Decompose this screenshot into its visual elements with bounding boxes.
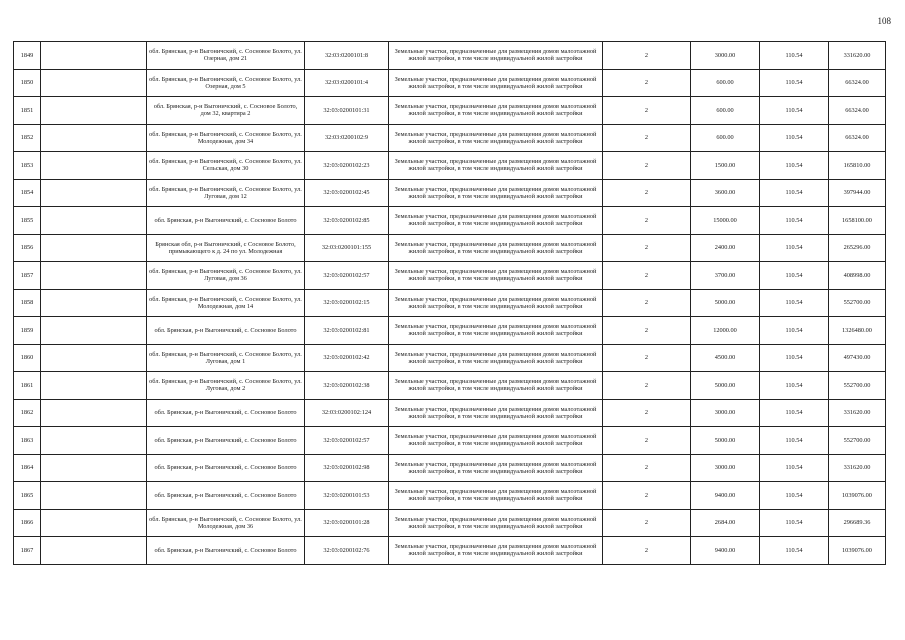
table-row [14, 482, 886, 510]
empty-cell [41, 399, 147, 427]
land-use-cell: Земельные участки, предназначенные для размещения домов малоэтажной жилой застройки, в том числе индивидуальной жилой застройки [389, 42, 603, 70]
empty-cell [41, 234, 147, 262]
table-row [14, 234, 886, 262]
cadastral-number-cell: 32:03:0200102:98 [305, 454, 389, 482]
row-number-cell: 1860 [14, 344, 41, 372]
area-cell: 9400.00 [691, 482, 760, 510]
empty-cell [41, 509, 147, 537]
table-row [14, 537, 886, 565]
cadastral-value-cell: 331620.00 [829, 399, 886, 427]
cadastral-number-cell: 32:03:0200102:15 [305, 289, 389, 317]
address-cell: обл. Брянская, р-н Выгоничский, с. Сосновое Болото [147, 399, 305, 427]
group-cell: 2 [603, 207, 691, 235]
row-number-cell: 1850 [14, 69, 41, 97]
group-cell: 2 [603, 344, 691, 372]
address-cell: обл. Брянская, р-н Выгоничский, с. Сосновое Болото, ул. Озерная, дом 21 [147, 42, 305, 70]
rate-cell: 110.54 [760, 262, 829, 290]
area-cell: 4500.00 [691, 344, 760, 372]
address-cell: обл. Брянская, р-н Выгоничский, с. Сосновое Болото, ул. Молодежная, дом 14 [147, 289, 305, 317]
cadastral-value-cell: 408998.00 [829, 262, 886, 290]
group-cell: 2 [603, 289, 691, 317]
cadastral-value-cell: 265296.00 [829, 234, 886, 262]
cadastral-value-cell: 1039076.00 [829, 482, 886, 510]
empty-cell [41, 69, 147, 97]
empty-cell [41, 42, 147, 70]
empty-cell [41, 537, 147, 565]
group-cell: 2 [603, 124, 691, 152]
row-number-cell: 1859 [14, 317, 41, 345]
area-cell: 600.00 [691, 124, 760, 152]
cadastral-number-cell: 32:03:0200102:45 [305, 179, 389, 207]
group-cell: 2 [603, 509, 691, 537]
land-use-cell: Земельные участки, предназначенные для размещения домов малоэтажной жилой застройки, в том числе индивидуальной жилой застройки [389, 234, 603, 262]
empty-cell [41, 317, 147, 345]
cadastral-number-cell: 32:03:0200102:85 [305, 207, 389, 235]
row-number-cell: 1852 [14, 124, 41, 152]
address-cell: обл. Брянская, р-н Выгоничский, с. Сосновое Болото [147, 482, 305, 510]
rate-cell: 110.54 [760, 509, 829, 537]
address-cell: Брянская обл, р-н Выгоничский, с Сосновое Болото, примыкающего к д. 24 по ул. Молодежная [147, 234, 305, 262]
cadastral-value-cell: 331620.00 [829, 454, 886, 482]
cadastral-number-cell: 32:03:0200101:8 [305, 42, 389, 70]
empty-cell [41, 207, 147, 235]
table-row [14, 427, 886, 455]
row-number-cell: 1849 [14, 42, 41, 70]
area-cell: 600.00 [691, 97, 760, 125]
table-row [14, 399, 886, 427]
address-cell: обл. Брянская, р-н Выгоничский, с. Сосновое Болото, ул. Молодежная, дом 34 [147, 124, 305, 152]
area-cell: 2400.00 [691, 234, 760, 262]
group-cell: 2 [603, 317, 691, 345]
cadastral-value-cell: 497430.00 [829, 344, 886, 372]
cadastral-value-cell: 296689.36 [829, 509, 886, 537]
cadastral-number-cell: 32:03:0200102:23 [305, 152, 389, 180]
rate-cell: 110.54 [760, 289, 829, 317]
empty-cell [41, 262, 147, 290]
cadastral-value-cell: 397944.00 [829, 179, 886, 207]
group-cell: 2 [603, 372, 691, 400]
cadastral-number-cell: 32:03:0200102:42 [305, 344, 389, 372]
group-cell: 2 [603, 69, 691, 97]
cadastral-number-cell: 32:03:0200102:81 [305, 317, 389, 345]
group-cell: 2 [603, 152, 691, 180]
row-number-cell: 1862 [14, 399, 41, 427]
table-body [14, 42, 886, 565]
empty-cell [41, 427, 147, 455]
empty-cell [41, 289, 147, 317]
table-row [14, 289, 886, 317]
area-cell: 15000.00 [691, 207, 760, 235]
land-use-cell: Земельные участки, предназначенные для размещения домов малоэтажной жилой застройки, в том числе индивидуальной жилой застройки [389, 207, 603, 235]
table-row [14, 124, 886, 152]
rate-cell: 110.54 [760, 537, 829, 565]
rate-cell: 110.54 [760, 372, 829, 400]
rate-cell: 110.54 [760, 482, 829, 510]
cadastral-value-cell: 66324.00 [829, 69, 886, 97]
cadastral-number-cell: 32:03:0200102:38 [305, 372, 389, 400]
empty-cell [41, 454, 147, 482]
group-cell: 2 [603, 262, 691, 290]
land-use-cell: Земельные участки, предназначенные для размещения домов малоэтажной жилой застройки, в том числе индивидуальной жилой застройки [389, 427, 603, 455]
address-cell: обл. Брянская, р-н Выгоничский, с. Сосновое Болото, ул. Луговая, дом 1 [147, 344, 305, 372]
cadastral-number-cell: 32:03:0200101:28 [305, 509, 389, 537]
group-cell: 2 [603, 179, 691, 207]
cadastral-value-cell: 1326480.00 [829, 317, 886, 345]
rate-cell: 110.54 [760, 124, 829, 152]
row-number-cell: 1867 [14, 537, 41, 565]
cadastral-number-cell: 32:03:0200102:9 [305, 124, 389, 152]
empty-cell [41, 124, 147, 152]
rate-cell: 110.54 [760, 317, 829, 345]
cadastral-value-cell: 66324.00 [829, 124, 886, 152]
rate-cell: 110.54 [760, 97, 829, 125]
row-number-cell: 1863 [14, 427, 41, 455]
row-number-cell: 1854 [14, 179, 41, 207]
land-use-cell: Земельные участки, предназначенные для размещения домов малоэтажной жилой застройки, в том числе индивидуальной жилой застройки [389, 289, 603, 317]
land-use-cell: Земельные участки, предназначенные для размещения домов малоэтажной жилой застройки, в том числе индивидуальной жилой застройки [389, 317, 603, 345]
group-cell: 2 [603, 42, 691, 70]
cadastral-number-cell: 32:03:0200101:4 [305, 69, 389, 97]
table-row [14, 262, 886, 290]
row-number-cell: 1864 [14, 454, 41, 482]
table-row [14, 454, 886, 482]
page-number: 108 [877, 16, 891, 26]
land-use-cell: Земельные участки, предназначенные для размещения домов малоэтажной жилой застройки, в том числе индивидуальной жилой застройки [389, 124, 603, 152]
land-use-cell: Земельные участки, предназначенные для размещения домов малоэтажной жилой застройки, в том числе индивидуальной жилой застройки [389, 399, 603, 427]
address-cell: обл. Брянская, р-н Выгоничский, с. Сосновое Болото, ул. Сельская, дом 30 [147, 152, 305, 180]
rate-cell: 110.54 [760, 207, 829, 235]
area-cell: 3700.00 [691, 262, 760, 290]
land-use-cell: Земельные участки, предназначенные для размещения домов малоэтажной жилой застройки, в том числе индивидуальной жилой застройки [389, 454, 603, 482]
row-number-cell: 1855 [14, 207, 41, 235]
area-cell: 3000.00 [691, 42, 760, 70]
address-cell: обл. Брянская, р-н Выгоничский, с. Сосновое Болото, ул. Луговая, дом 12 [147, 179, 305, 207]
address-cell: обл. Брянская, р-н Выгоничский, с. Сосновое Болото, ул. Озерная, дом 5 [147, 69, 305, 97]
cadastral-value-cell: 552700.00 [829, 427, 886, 455]
table-row [14, 152, 886, 180]
group-cell: 2 [603, 399, 691, 427]
rate-cell: 110.54 [760, 399, 829, 427]
land-use-cell: Земельные участки, предназначенные для размещения домов малоэтажной жилой застройки, в том числе индивидуальной жилой застройки [389, 69, 603, 97]
row-number-cell: 1865 [14, 482, 41, 510]
land-use-cell: Земельные участки, предназначенные для размещения домов малоэтажной жилой застройки, в том числе индивидуальной жилой застройки [389, 537, 603, 565]
table-row [14, 42, 886, 70]
land-use-cell: Земельные участки, предназначенные для размещения домов малоэтажной жилой застройки, в том числе индивидуальной жилой застройки [389, 482, 603, 510]
rate-cell: 110.54 [760, 344, 829, 372]
cadastral-number-cell: 32:03:0200102:57 [305, 262, 389, 290]
table-row [14, 69, 886, 97]
cadastral-number-cell: 32:03:0200102:76 [305, 537, 389, 565]
land-use-cell: Земельные участки, предназначенные для размещения домов малоэтажной жилой застройки, в том числе индивидуальной жилой застройки [389, 152, 603, 180]
row-number-cell: 1853 [14, 152, 41, 180]
empty-cell [41, 179, 147, 207]
area-cell: 1500.00 [691, 152, 760, 180]
address-cell: обл. Брянская, р-н Выгоничский, с. Сосновое Болото [147, 454, 305, 482]
cadastral-number-cell: 32:03:0200102:124 [305, 399, 389, 427]
group-cell: 2 [603, 454, 691, 482]
table-row [14, 179, 886, 207]
area-cell: 600.00 [691, 69, 760, 97]
row-number-cell: 1861 [14, 372, 41, 400]
area-cell: 5000.00 [691, 427, 760, 455]
land-use-cell: Земельные участки, предназначенные для размещения домов малоэтажной жилой застройки, в том числе индивидуальной жилой застройки [389, 509, 603, 537]
table-row [14, 97, 886, 125]
row-number-cell: 1851 [14, 97, 41, 125]
address-cell: обл. Брянская, р-н Выгоничский, с. Сосновое Болото [147, 427, 305, 455]
cadastral-value-cell: 66324.00 [829, 97, 886, 125]
land-use-cell: Земельные участки, предназначенные для размещения домов малоэтажной жилой застройки, в том числе индивидуальной жилой застройки [389, 179, 603, 207]
group-cell: 2 [603, 97, 691, 125]
rate-cell: 110.54 [760, 234, 829, 262]
rate-cell: 110.54 [760, 69, 829, 97]
registry-table [13, 41, 886, 565]
group-cell: 2 [603, 537, 691, 565]
row-number-cell: 1866 [14, 509, 41, 537]
table-row [14, 207, 886, 235]
area-cell: 9400.00 [691, 537, 760, 565]
group-cell: 2 [603, 482, 691, 510]
rate-cell: 110.54 [760, 42, 829, 70]
table-row [14, 509, 886, 537]
cadastral-number-cell: 32:03:0200101:31 [305, 97, 389, 125]
address-cell: обл. Брянская, р-н Выгоничский, с. Сосновое Болото [147, 317, 305, 345]
rate-cell: 110.54 [760, 179, 829, 207]
area-cell: 3000.00 [691, 454, 760, 482]
area-cell: 5000.00 [691, 372, 760, 400]
land-use-cell: Земельные участки, предназначенные для размещения домов малоэтажной жилой застройки, в том числе индивидуальной жилой застройки [389, 97, 603, 125]
address-cell: обл. Брянская, р-н Выгоничский, с. Сосновое Болото, дом 32, квартира 2 [147, 97, 305, 125]
cadastral-number-cell: 32:03:0200101:155 [305, 234, 389, 262]
row-number-cell: 1858 [14, 289, 41, 317]
area-cell: 2684.00 [691, 509, 760, 537]
table-row [14, 372, 886, 400]
cadastral-value-cell: 165810.00 [829, 152, 886, 180]
address-cell: обл. Брянская, р-н Выгоничский, с. Сосновое Болото, ул. Молодежная, дом 36 [147, 509, 305, 537]
land-use-cell: Земельные участки, предназначенные для размещения домов малоэтажной жилой застройки, в том числе индивидуальной жилой застройки [389, 344, 603, 372]
cadastral-value-cell: 1658100.00 [829, 207, 886, 235]
row-number-cell: 1856 [14, 234, 41, 262]
area-cell: 3600.00 [691, 179, 760, 207]
area-cell: 5000.00 [691, 289, 760, 317]
group-cell: 2 [603, 234, 691, 262]
table-row [14, 317, 886, 345]
row-number-cell: 1857 [14, 262, 41, 290]
empty-cell [41, 344, 147, 372]
cadastral-value-cell: 1039076.00 [829, 537, 886, 565]
area-cell: 3000.00 [691, 399, 760, 427]
address-cell: обл. Брянская, р-н Выгоничский, с. Сосновое Болото, ул. Луговая, дом 36 [147, 262, 305, 290]
land-use-cell: Земельные участки, предназначенные для размещения домов малоэтажной жилой застройки, в том числе индивидуальной жилой застройки [389, 262, 603, 290]
empty-cell [41, 152, 147, 180]
cadastral-number-cell: 32:03:0200101:53 [305, 482, 389, 510]
rate-cell: 110.54 [760, 152, 829, 180]
address-cell: обл. Брянская, р-н Выгоничский, с. Сосновое Болото, ул. Луговая, дом 2 [147, 372, 305, 400]
land-use-cell: Земельные участки, предназначенные для размещения домов малоэтажной жилой застройки, в том числе индивидуальной жилой застройки [389, 372, 603, 400]
empty-cell [41, 482, 147, 510]
cadastral-value-cell: 552700.00 [829, 372, 886, 400]
table-row [14, 344, 886, 372]
cadastral-value-cell: 552700.00 [829, 289, 886, 317]
empty-cell [41, 97, 147, 125]
empty-cell [41, 372, 147, 400]
address-cell: обл. Брянская, р-н Выгоничский, с. Сосновое Болото [147, 207, 305, 235]
address-cell: обл. Брянская, р-н Выгоничский, с. Сосновое Болото [147, 537, 305, 565]
rate-cell: 110.54 [760, 427, 829, 455]
cadastral-value-cell: 331620.00 [829, 42, 886, 70]
cadastral-number-cell: 32:03:0200102:57 [305, 427, 389, 455]
rate-cell: 110.54 [760, 454, 829, 482]
area-cell: 12000.00 [691, 317, 760, 345]
group-cell: 2 [603, 427, 691, 455]
